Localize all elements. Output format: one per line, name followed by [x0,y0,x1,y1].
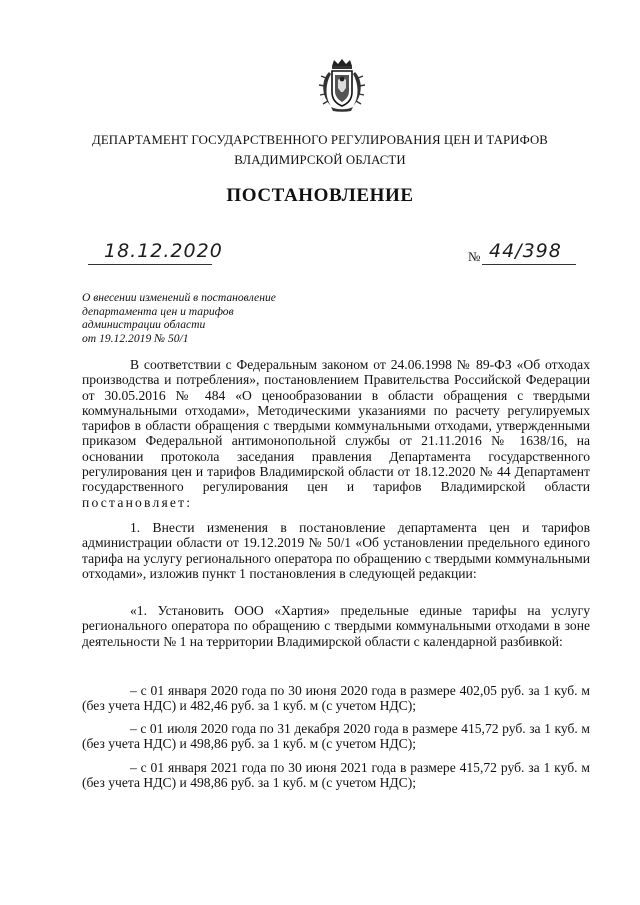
document-number: 44/398 [489,240,562,262]
tariff-period-item: – с 01 января 2020 года по 30 июня 2020 года в размере 402,05 руб. за 1 куб. м (без учета НДС) и 482,46 руб. за 1 куб. м (с учетом НДС); [82,683,590,714]
preamble-paragraph [82,357,590,510]
number-underline [482,264,576,265]
number-sign: № [468,249,481,264]
tariff-period-item: – с 01 января 2021 года по 30 июня 2021 года в размере 415,72 руб. за 1 куб. м (без учета НДС) и 498,86 руб. за 1 куб. м (с учетом НДС); [82,760,590,791]
clause-1-paragraph: 1. Внести изменения в постановление департамента цен и тарифов администрации области от 19.12.2019 № 50/1 «Об установлении предельного единого тарифа на услугу регионального оператора по обращению с твердыми коммунальными отходами», изложив пункт 1 постановления в следующей редакции: [82,520,590,581]
preamble-text: В соответствии с Федеральным законом от 24.06.1998 № 89-ФЗ «Об отходах производства и потребления», постановлением Правительства Российской Федерации от 30.05.2016 № 484 «О ценообразовании в области обращения с твердыми коммунальными отходами», Методическими указаниями по расчету регулируемых тарифов в области обращения с твердыми коммунальными отходами, утвержденными приказом Федеральной антимонопольной службы от 21.11.2016 № 1638/16, на основании протокола заседания правления Департамента государственного регулирования цен и тарифов Владимирской области от 18.12.2020 № 44 Департамент государственного регулирования цен и тарифов Владимирской области [82,357,590,495]
resolves-word: постановляет: [82,494,193,510]
subject-line: от 19.12.2019 № 50/1 [82,331,189,345]
department-name-line-2: ВЛАДИМИРСКОЙ ОБЛАСТИ [234,153,406,167]
department-name-line-1: ДЕПАРТАМЕНТ ГОСУДАРСТВЕННОГО РЕГУЛИРОВАНИЯ ЦЕН И ТАРИФОВ [92,133,548,147]
document-title: ПОСТАНОВЛЕНИЕ [226,185,414,206]
coat-of-arms-icon [317,58,367,112]
document-date: 18.12.2020 [104,240,223,262]
subject-line: О внесении изменений в постановление [82,291,276,304]
document-subject [82,291,276,345]
subject-line: администрации области [82,318,206,331]
date-underline [88,264,212,265]
subject-line: департамента цен и тарифов [82,304,234,318]
clause-1-new-text-paragraph: «1. Установить ООО «Хартия» предельные единые тарифы на услугу регионального оператора по обращению с твердыми коммунальными отходами в зоне деятельности № 1 на территории Владимирской области с календарной разбивкой: [82,603,590,649]
tariff-period-item: – с 01 июля 2020 года по 31 декабря 2020 года в размере 415,72 руб. за 1 куб. м (без учета НДС) и 498,86 руб. за 1 куб. м (с учетом НДС); [82,721,590,752]
